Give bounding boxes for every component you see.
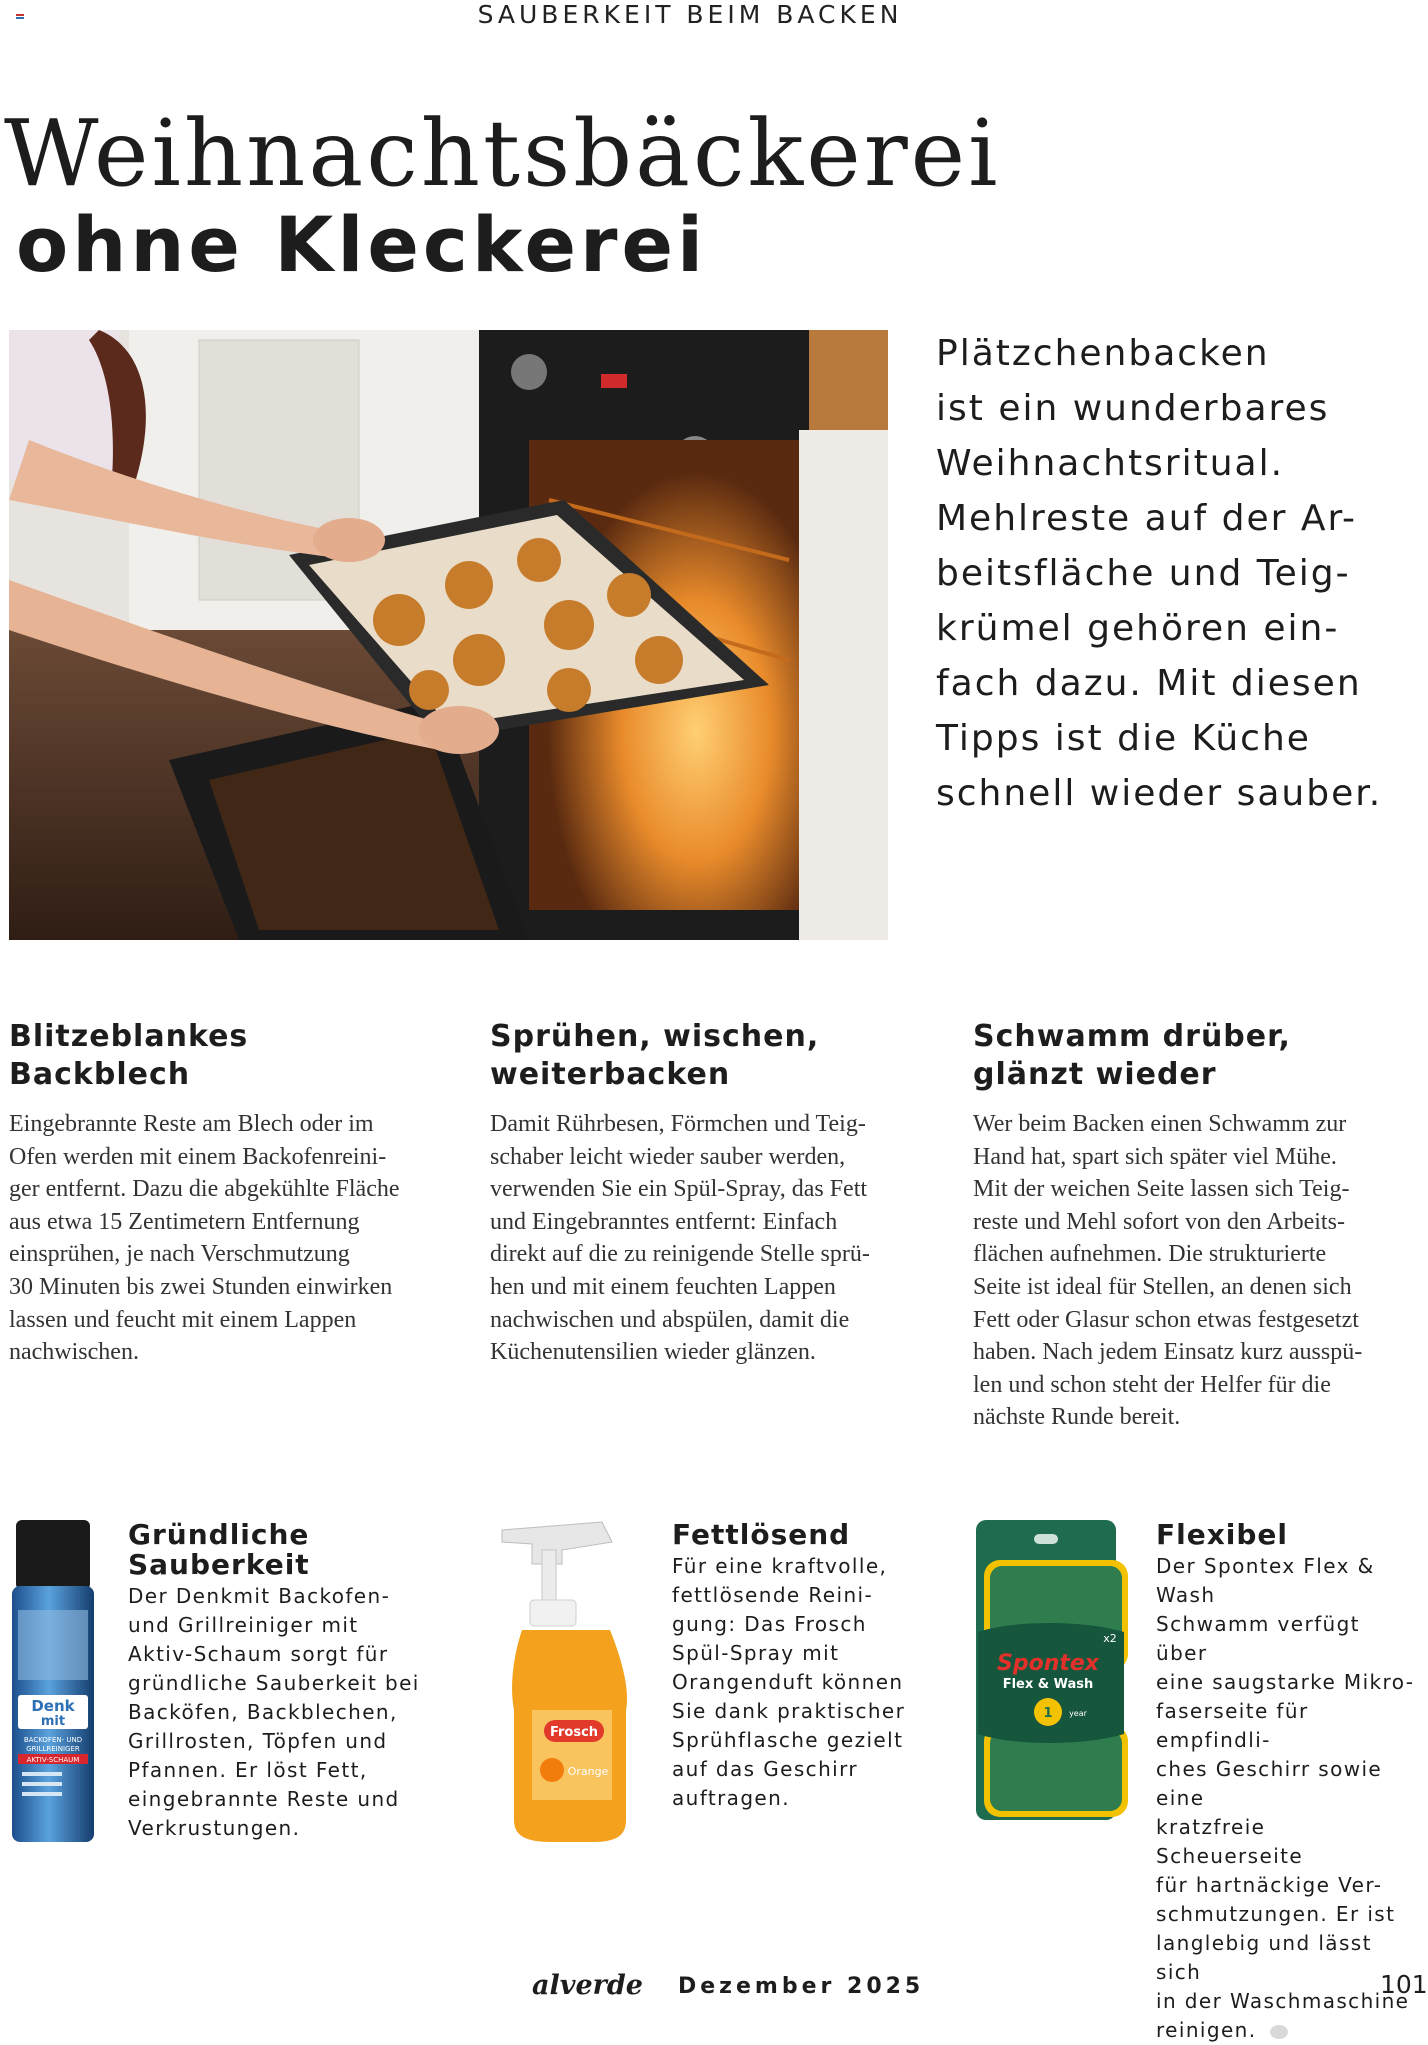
- spontex-label-badge-word: year: [1069, 1709, 1087, 1718]
- tip-body-line: lassen und feucht mit einem Lappen: [9, 1306, 357, 1333]
- product-body-line: Schwamm verfügt über: [1156, 1612, 1360, 1665]
- denkmit-label-badge: AKTIV-SCHAUM: [26, 1756, 80, 1764]
- intro-line: beitsfläche und Teig-: [936, 553, 1351, 594]
- intro-line: Mehlreste auf der Ar-: [936, 498, 1358, 539]
- product-body-line: Grillrosten, Töpfen und: [128, 1729, 388, 1753]
- denkmit-label-brand-1: Denk: [31, 1697, 75, 1715]
- product-body-line: für hartnäckige Ver-: [1156, 1873, 1383, 1897]
- product-body-line: Sprühflasche gezielt: [672, 1728, 904, 1752]
- spontex-label-product: Flex & Wash: [1002, 1677, 1094, 1692]
- product-body-line: ches Geschirr sowie eine: [1156, 1757, 1383, 1810]
- product-heading-line: Sauberkeit: [128, 1548, 310, 1581]
- product-body-line: auf das Geschirr: [672, 1757, 859, 1781]
- tip-body-line: Damit Rührbesen, Förmchen und Teig-: [490, 1111, 866, 1137]
- tip-body: [490, 1108, 935, 1369]
- product-spontex: [1156, 1520, 1418, 2045]
- spontex-label-badge-number: 1: [1043, 1706, 1053, 1721]
- tip-body-line: schaber leicht wieder sauber werden,: [490, 1143, 846, 1170]
- product-body-line: Sie dank praktischer: [672, 1699, 906, 1723]
- hero-photo-oven-cookies: [9, 330, 888, 940]
- denkmit-label-line-1: BACKOFEN- UND: [23, 1736, 83, 1744]
- tip-body-line: flächen aufnehmen. Die strukturierte: [973, 1241, 1327, 1268]
- product-body-line: und Grillreiniger mit: [128, 1613, 359, 1637]
- product-body-line: in der Waschmaschine: [1156, 1989, 1410, 2013]
- product-body-line: eine saugstarke Mikro-: [1156, 1670, 1415, 1694]
- product-body-line: Backöfen, Backblechen,: [128, 1700, 398, 1724]
- tip-body-line: Hand hat, spart sich später viel Mühe.: [973, 1143, 1337, 1170]
- product-body-line: Spül-Spray mit: [672, 1641, 840, 1665]
- product-heading: [1156, 1520, 1418, 1550]
- tip-heading-line: weiterbacken: [490, 1057, 731, 1092]
- frosch-label-scent: Orange: [567, 1765, 609, 1778]
- tip-body-line: und Eingebranntes entfernt: Einfach: [490, 1208, 838, 1235]
- intro-line: Weihnachtsritual.: [936, 443, 1285, 484]
- tip-backblech: [9, 1018, 454, 1369]
- product-heading: [672, 1520, 972, 1550]
- product-body-line: faserseite für empfindli-: [1156, 1699, 1309, 1752]
- intro-line: ist ein wunderbares: [936, 388, 1330, 429]
- tip-body-line: ger entfernt. Dazu die abgekühlte Fläche: [9, 1176, 400, 1203]
- tip-body-line: hen und mit einem feuchten Lappen: [490, 1273, 836, 1300]
- tip-body-line: Ofen werden mit einem Backofenreini-: [9, 1143, 387, 1170]
- tip-heading: [973, 1018, 1418, 1094]
- tip-heading-line: Schwamm drüber,: [973, 1019, 1291, 1054]
- footer-date: Dezember 2025: [678, 1974, 925, 1999]
- tip-body: [973, 1108, 1418, 1434]
- product-image-spontex: [974, 1520, 1134, 1826]
- intro-line: Tipps ist die Küche: [936, 718, 1311, 759]
- product-body-line: auftragen.: [672, 1786, 790, 1810]
- page-number: 101: [1380, 1970, 1428, 1999]
- product-body-line: Der Spontex Flex & Wash: [1156, 1554, 1375, 1607]
- tip-body-line: Seite ist ideal für Stellen, an denen sich: [973, 1273, 1352, 1300]
- tip-body-line: verwenden Sie ein Spül-Spray, das Fett: [490, 1176, 868, 1203]
- product-body-line-last: [1156, 2016, 1418, 2045]
- tip-body-line: nachwischen und abspülen, damit die: [490, 1306, 850, 1333]
- product-body-line: Orangenduft können: [672, 1670, 904, 1694]
- intro-line: fach dazu. Mit diesen: [936, 663, 1362, 704]
- tip-body: [9, 1108, 454, 1369]
- product-body: [672, 1552, 972, 1813]
- product-image-frosch: [492, 1520, 642, 1846]
- product-frosch: [672, 1520, 972, 1813]
- product-body-line: gung: Das Frosch: [672, 1612, 867, 1636]
- product-body-line: Verkrustungen.: [128, 1816, 301, 1840]
- tip-body-line: nachwischen.: [9, 1339, 139, 1366]
- tip-body-line: len und schon steht der Helfer für die: [973, 1371, 1331, 1398]
- product-heading-line: Fettlösend: [672, 1518, 851, 1551]
- tip-body-line: einsprühen, je nach Verschmutzung: [9, 1241, 350, 1268]
- tip-body-line: Fett oder Glasur schon etwas festgesetzt: [973, 1306, 1359, 1333]
- product-body-line: langlebig und lässt sich: [1156, 1931, 1372, 1984]
- tip-body-line: Eingebrannte Reste am Blech oder im: [9, 1111, 374, 1137]
- denkmit-label-brand-2: mit: [40, 1714, 66, 1729]
- tip-body-line: reste und Mehl sofort von den Arbeits-: [973, 1208, 1345, 1235]
- product-heading-line: Gründliche: [128, 1518, 310, 1551]
- intro-line: Plätzchenbacken: [936, 333, 1270, 374]
- article-title-line-2: ohne Kleckerei: [16, 200, 708, 289]
- frosch-label-brand: Frosch: [549, 1725, 599, 1740]
- tip-heading-line: Backblech: [9, 1057, 191, 1092]
- spontex-label-brand: Spontex: [997, 1651, 1099, 1676]
- tip-body-line: 30 Minuten bis zwei Stunden einwirken: [9, 1273, 393, 1300]
- tip-heading: [490, 1018, 935, 1094]
- product-heading-line: Flexibel: [1156, 1518, 1289, 1551]
- tip-body-line: Mit der weichen Seite lassen sich Teig-: [973, 1176, 1350, 1203]
- product-body-line: schmutzungen. Er ist: [1156, 1902, 1396, 1926]
- product-image-denkmit: [8, 1520, 98, 1846]
- product-body-line: Der Denkmit Backofen-: [128, 1584, 391, 1608]
- article-title-line-1: Weihnachtsbäckerei: [4, 100, 1001, 207]
- product-body-line: reinigen.: [1156, 2018, 1257, 2042]
- tip-heading-line: Sprühen, wischen,: [490, 1019, 820, 1054]
- product-body-line: Pfannen. Er löst Fett,: [128, 1758, 368, 1782]
- denkmit-label-line-2: GRILLREINIGER: [26, 1745, 80, 1753]
- tip-heading: [9, 1018, 454, 1094]
- tip-body-line: haben. Nach jedem Einsatz kurz ausspü-: [973, 1339, 1363, 1366]
- section-label: SAUBERKEIT BEIM BACKEN: [477, 0, 903, 29]
- product-body-line: gründliche Sauberkeit bei: [128, 1671, 420, 1695]
- product-heading: [128, 1520, 448, 1580]
- product-body-line: kratzfreie Scheuerseite: [1156, 1815, 1304, 1868]
- tip-spray: [490, 1018, 935, 1369]
- product-body-line: eingebrannte Reste und: [128, 1787, 400, 1811]
- product-body-line: Aktiv-Schaum sorgt für: [128, 1642, 389, 1666]
- end-mark-icon: [1270, 2025, 1288, 2039]
- tip-body-line: aus etwa 15 Zentimetern Entfernung: [9, 1208, 360, 1235]
- product-body: [128, 1582, 448, 1843]
- footer-brand-logo: alverde: [532, 1970, 643, 2001]
- tip-body-line: direkt auf die zu reinigende Stelle sprü-: [490, 1241, 870, 1268]
- product-denkmit: [128, 1520, 448, 1843]
- intro-line: krümel gehören ein-: [936, 608, 1340, 649]
- tip-heading-line: glänzt wieder: [973, 1057, 1217, 1092]
- product-body-line: fettlösende Reini-: [672, 1583, 874, 1607]
- tip-heading-line: Blitzeblankes: [9, 1019, 249, 1054]
- product-body-line: Für eine kraftvolle,: [672, 1554, 888, 1578]
- intro-text: [936, 326, 1406, 821]
- tip-schwamm: [973, 1018, 1418, 1434]
- tip-body-line: Wer beim Backen einen Schwamm zur: [973, 1111, 1347, 1137]
- tip-body-line: nächste Runde bereit.: [973, 1404, 1181, 1431]
- product-body: [1156, 1552, 1418, 2045]
- spontex-label-count: x2: [1103, 1632, 1117, 1645]
- tip-body-line: Küchenutensilien wieder glänzen.: [490, 1339, 816, 1366]
- intro-line: schnell wieder sauber.: [936, 773, 1383, 814]
